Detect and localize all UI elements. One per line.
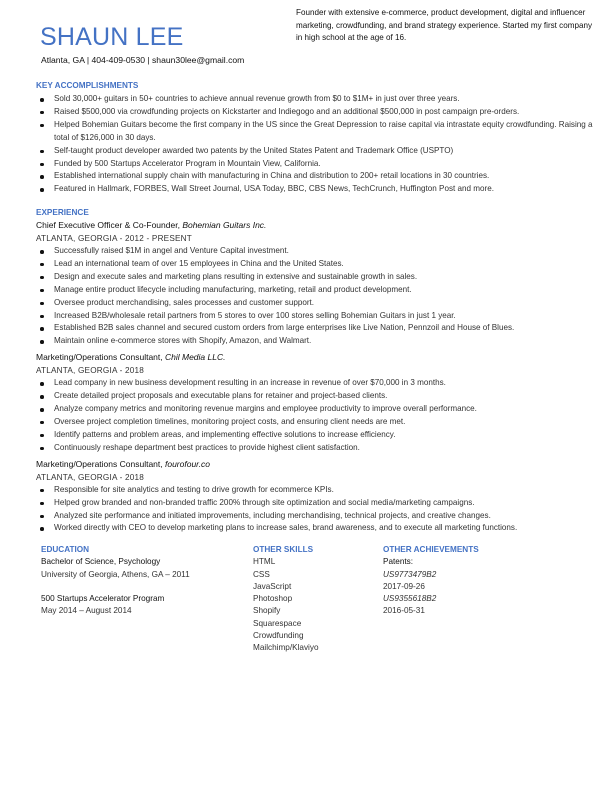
skill-item: CSS: [253, 569, 270, 579]
job-entry: [36, 219, 596, 348]
list-item-text: Helped Bohemian Guitars become the first company in the US since the Great Depression to raise capital via intrastate equity crowdfunding. Raising a total of $126,000 in 30 days.: [54, 119, 593, 142]
bullet-icon: [40, 175, 44, 179]
list-item: [36, 497, 596, 510]
program-dates: May 2014 – August 2014: [41, 606, 132, 616]
list-item-text: Create detailed project proposals and executable plans for retainer and project-based clients.: [54, 391, 388, 401]
list-item-text: Helped grow branded and non-branded traffic 200% through site optimization and social media/marketing campaigns.: [54, 497, 475, 507]
job-location: ATLANTA, GEORGIA - 2018: [36, 472, 145, 482]
bullet-icon: [40, 150, 44, 154]
skill-item: Shopify: [253, 606, 281, 616]
bullet-icon: [40, 315, 44, 319]
candidate-name: SHAUN LEE: [40, 23, 184, 51]
bullet-icon: [40, 502, 44, 506]
patent-date: 2016-05-31: [383, 606, 425, 616]
experience-section: [36, 207, 596, 535]
bullet-icon: [40, 408, 44, 412]
bullet-icon: [40, 447, 44, 451]
list-item: [36, 158, 596, 171]
job-entry: [36, 351, 596, 454]
list-item: [36, 258, 596, 271]
list-item-text: Worked directly with CEO to develop marketing plans to increase sales, brand awareness, and to execute all marketing functions.: [54, 523, 518, 533]
patent-number: US9773479B2: [383, 569, 437, 579]
list-item: [36, 335, 596, 348]
bullet-icon: [40, 188, 44, 192]
list-item-text: Continuously reshape department best practices to provide highest client satisfaction.: [54, 442, 360, 452]
bullet-icon: [40, 382, 44, 386]
list-item-text: Self-taught product developer awarded two patents by the United States Patent and Trademark Office (USPTO): [54, 145, 454, 155]
list-item-text: Successfully raised $1M in angel and Venture Capital investment.: [54, 246, 289, 255]
bullet-icon: [40, 421, 44, 425]
list-item-text: Funded by 500 Startups Accelerator Program in Mountain View, California.: [54, 158, 321, 168]
job-bullets: [36, 245, 596, 348]
section-heading: KEY ACCOMPLISHMENTS: [36, 81, 139, 90]
list-item: [36, 484, 596, 497]
bullet-icon: [40, 340, 44, 344]
job-location: ATLANTA, GEORGIA - 2012 - PRESENT: [36, 234, 192, 243]
patent-date: 2017-09-26: [383, 581, 425, 591]
bullet-icon: [40, 111, 44, 115]
list-item-text: Established B2B sales channel and secured custom orders from large enterprises like Live Nation, Pennzoil and House of Blues.: [54, 323, 515, 333]
list-item-text: Lead an international team of over 15 employees in China and the United States.: [54, 258, 344, 268]
job-role: Marketing/Operations Consultant,: [36, 458, 165, 469]
list-item: [36, 271, 596, 284]
list-item-text: Analyzed site performance and initiated improvements, including merchandising, technical projects, and creative changes.: [54, 510, 491, 520]
summary: Founder with extensive e-commerce, product development, digital and influencer marketing, crowdfunding, and brand strategy experience. Started my first company in high school at the age of 16.: [296, 8, 593, 43]
list-item-text: Oversee product merchandising, sales processes and customer support.: [54, 297, 315, 307]
job-location: ATLANTA, GEORGIA - 2018: [36, 366, 145, 376]
list-item: [36, 297, 596, 310]
job-company: Bohemian Guitars Inc.: [182, 220, 267, 230]
job-bullets: [36, 377, 596, 454]
job-entry: [36, 458, 596, 536]
bullet-icon: [40, 263, 44, 267]
list-item-text: Design and execute sales and marketing plans resulting in extensive and sustainable growth in sales.: [54, 271, 418, 281]
bullet-icon: [40, 302, 44, 306]
job-role: Chief Executive Officer & Co-Founder,: [36, 220, 183, 230]
bullet-icon: [40, 98, 44, 102]
list-item: [36, 510, 596, 523]
program: 500 Startups Accelerator Program: [41, 593, 165, 603]
bullet-icon: [40, 395, 44, 399]
skill-item: Mailchimp/Klaviyo: [253, 643, 319, 653]
section-heading: OTHER SKILLS: [253, 545, 314, 554]
bullet-icon: [40, 327, 44, 331]
list-item-text: Sold 30,000+ guitars in 50+ countries to achieve annual revenue growth from $0 to $1M+ in just over three years.: [54, 94, 460, 103]
job-company: Chil Media LLC.: [164, 352, 226, 363]
list-item: [36, 145, 596, 158]
bullet-icon: [40, 276, 44, 280]
list-item: [36, 522, 596, 535]
degree: Bachelor of Science, Psychology: [41, 557, 161, 567]
job-bullets: [36, 484, 596, 536]
bullet-icon: [40, 124, 44, 128]
list-item-text: Lead company in new business development resulting in an increase in revenue of over $70,000 in 3 months.: [54, 378, 446, 388]
school: University of Georgia, Athens, GA – 2011: [41, 569, 190, 579]
list-item-text: Increased B2B/wholesale retail partners from 5 stores to over 100 stores selling Bohemian Guitars in just 1 year.: [54, 310, 456, 320]
list-item: [36, 429, 596, 442]
list-item: [36, 390, 596, 403]
list-item: [36, 119, 596, 145]
bullet-icon: [40, 527, 44, 531]
job-company: fourofour.co: [164, 458, 211, 469]
bullet-icon: [40, 163, 44, 167]
section-heading: OTHER ACHIEVEMENTS: [383, 545, 479, 554]
skill-item: Squarespace: [253, 618, 302, 628]
section-heading: EDUCATION: [41, 545, 90, 554]
skills-section: [253, 544, 319, 655]
list-item: [36, 183, 596, 196]
accomplishments-section: [36, 80, 596, 196]
list-item: [36, 106, 596, 119]
job-role: Marketing/Operations Consultant,: [36, 352, 165, 363]
list-item-text: Maintain online e-commerce stores with Shopify, Amazon, and Walmart.: [54, 336, 312, 346]
list-item: [36, 245, 596, 258]
list-item-text: Identify patterns and problem areas, and implementing effective solutions to increase efficiency.: [54, 429, 396, 439]
education-section: [41, 544, 190, 617]
list-item: [36, 322, 596, 335]
skill-item: Crowdfunding: [253, 631, 304, 641]
list-item-text: Manage entire product lifecycle including manufacturing, marketing, retail and product development.: [54, 284, 412, 294]
bullet-icon: [40, 434, 44, 438]
list-item-text: Responsible for site analytics and testing to drive growth for ecommerce KPIs.: [54, 484, 334, 494]
list-item-text: Oversee project completion timelines, monitoring project costs, and ensuring client needs are met.: [54, 416, 406, 426]
list-item: [36, 403, 596, 416]
list-item: [36, 93, 596, 106]
skill-item: Photoshop: [253, 594, 293, 604]
bullet-icon: [40, 289, 44, 293]
skill-item: HTML: [253, 557, 276, 567]
list-item: [36, 284, 596, 297]
list-item: [36, 310, 596, 323]
section-heading: EXPERIENCE: [36, 208, 89, 217]
list-item: [36, 377, 596, 390]
contact-info: Atlanta, GA | 404-409-0530 | shaun30lee@gmail.com: [41, 55, 245, 65]
list-item: [36, 442, 596, 455]
achievements-section: [383, 544, 479, 618]
bullet-icon: [40, 489, 44, 493]
list-item-text: Raised $500,000 via crowdfunding projects on Kickstarter and Indiegogo and an additional $500,000 in post campaign pre-orders.: [54, 106, 520, 116]
skill-item: JavaScript: [253, 581, 292, 591]
accomplishments-list: [36, 93, 596, 196]
list-item-text: Analyze company metrics and monitoring revenue margins and employee productivity to improve overall performance.: [54, 404, 477, 414]
list-item: [36, 170, 596, 183]
list-item: [36, 416, 596, 429]
list-item-text: Featured in Hallmark, FORBES, Wall Street Journal, USA Today, BBC, CBS News, TechCrunch, Huffington Post and more.: [54, 184, 494, 194]
bullet-icon: [40, 250, 44, 254]
patents-label: Patents:: [383, 557, 414, 567]
list-item-text: Established international supply chain with manufacturing in China and distribution to 200+ retail locations in 30 countries.: [54, 171, 490, 181]
bullet-icon: [40, 515, 44, 519]
patent-number: US9355618B2: [383, 594, 437, 604]
